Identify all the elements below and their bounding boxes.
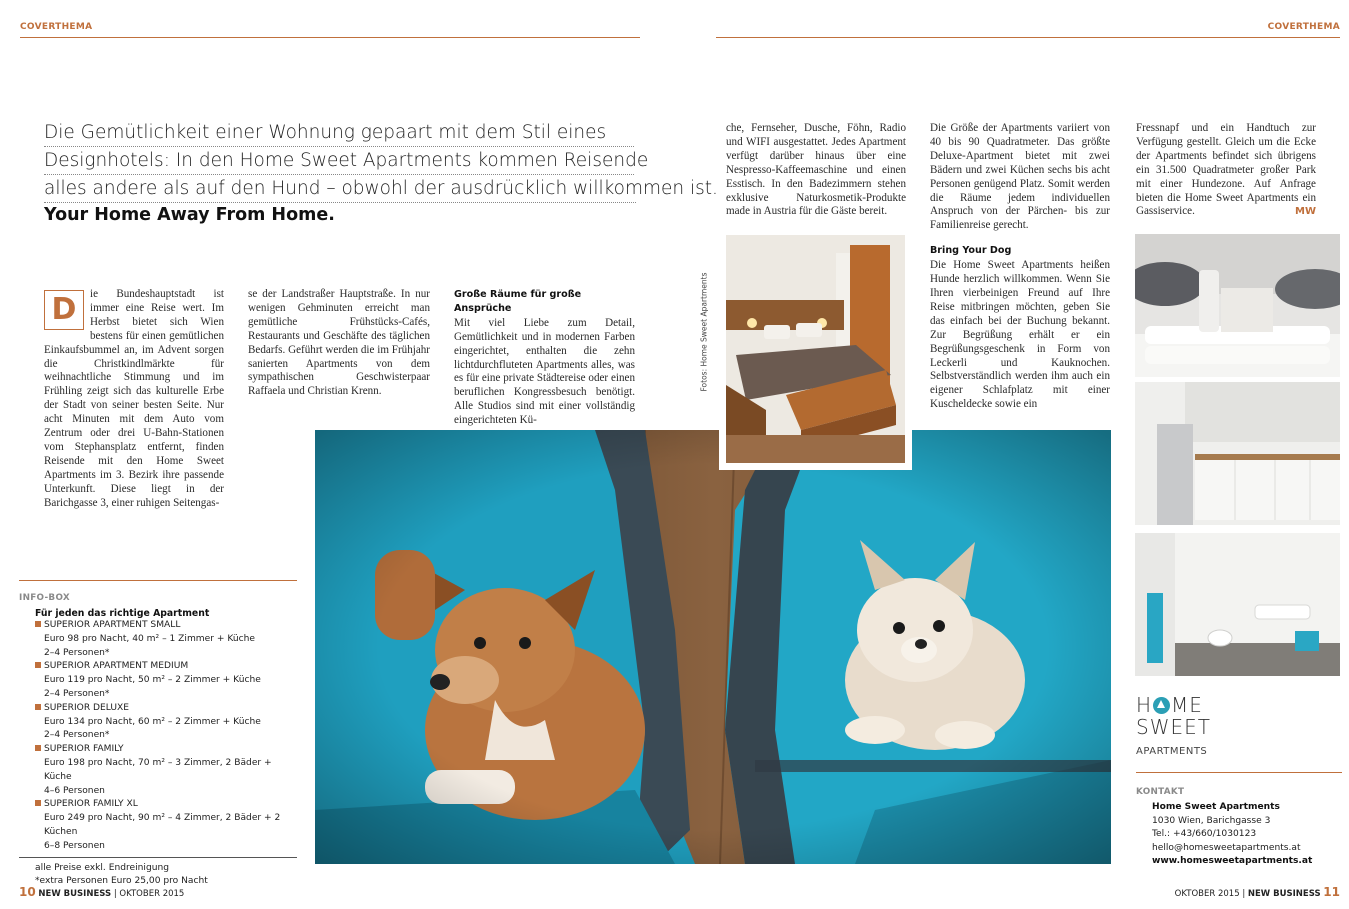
contact-website[interactable]: www.homesweetapartments.at: [1152, 856, 1313, 867]
info-box-heading: Für jeden das richtige Apartment: [35, 608, 210, 619]
lead-line-3: alles andere als auf den Hund – obwohl der ausdrücklich willkommen ist.: [44, 175, 636, 203]
footer-separator-right: |: [1242, 889, 1246, 899]
column-2-text: se der Landstraßer Hauptstraße. In nur wenigen Gehminuten erreicht man gemütliche Frühstücks-Cafés, Restaurants und Geschäfte des täglichen Bedarfs. Geführt werden die im Frühjahr sanierten Apartments von dem sympathischen Geschwisterpaar Raffaela und Christian Krenn.: [248, 288, 430, 398]
logo-line-3: APARTMENTS: [1136, 746, 1208, 757]
apartment-price: Euro 134 pro Nacht, 60 m² – 2 Zimmer + Küche: [44, 716, 261, 727]
article-column-2: [248, 288, 430, 399]
home-sweet-logo: [1136, 694, 1211, 757]
article-column-6: [1136, 122, 1316, 219]
info-box-note-2: *extra Personen Euro 25,00 pro Nacht: [35, 876, 208, 887]
logo-letters-me: ME: [1171, 693, 1203, 717]
info-box-bottom-rule: [19, 857, 297, 858]
column-3-heading: Große Räume für große Ansprüche: [454, 289, 582, 314]
apartment-item: [35, 798, 297, 853]
article-column-5: [930, 122, 1110, 412]
apartment-name: SUPERIOR DELUXE: [35, 702, 297, 716]
contact-title: KONTAKT: [1136, 787, 1185, 797]
contact-box: [1136, 772, 1342, 869]
kitchen-illustration: [1135, 382, 1340, 525]
apartment-persons: 2–4 Personen*: [44, 688, 110, 699]
issue-date-left: OKTOBER 2015: [119, 889, 185, 899]
contact-rule: [1136, 772, 1342, 773]
column-6-text: Fressnapf und ein Handtuch zur Verfügung gestellt. Gleich um die Ecke der Apartments befindet sich übrigens ein 31.500 Quadratmeter großer Park mit einer Hundezone. Auf Anfrage bieten die Home Sweet Apartments ein Gassiservice.: [1136, 122, 1316, 218]
magazine-name-right: NEW BUSINESS: [1247, 889, 1321, 899]
photo-credit: [696, 268, 712, 396]
author-signature: MW: [1295, 206, 1316, 218]
bathroom-photo: [1135, 533, 1340, 676]
apartment-price: Euro 198 pro Nacht, 70 m² – 3 Zimmer, 2 Bäder + Küche: [44, 757, 272, 782]
column-1-text: ie Bundeshauptstadt ist immer eine Reise wert. Im Herbst bietet sich Wien bestens für einen gemütlichen Einkaufsbummel an, im Advent sorgen die Christkindlmärkte für weihnachtliche Stimmung und im Frühling zeigt sich das kulturelle Erbe der Stadt von seiner besten Seite. Nur acht Minuten mit dem Auto vom Zentrum oder drei U-Bahn-Stationen vom Stephansplatz entfernt, finden Reisende mit den Home Sweet Apartments im 3. Bezirk ihre passende Unterkunft. Diese liegt in der Barichgasse 3, einer ruhigen Seitengas-: [44, 288, 224, 509]
info-box-rule: [19, 580, 297, 581]
page-number-left: 10: [19, 885, 36, 899]
apartment-name: SUPERIOR APARTMENT SMALL: [35, 619, 297, 633]
bedroom-photo: [719, 228, 912, 470]
page-number-right: 11: [1323, 885, 1340, 899]
towels-photo: [1135, 234, 1340, 377]
dropcap: D: [44, 290, 84, 330]
column-3-text: Mit viel Liebe zum Detail, Gemütlichkeit und in modernen Farben eingerichtet, enthalten die zehn lichtdurchfluteten Apartments alles, was es für eine private Städtereise oder einen beruflichen Kongressbesuch benötigt. Alle Studios sind mit einer vollständig eingerichteten Kü-: [454, 316, 635, 427]
apartment-price: Euro 98 pro Nacht, 40 m² – 1 Zimmer + Küche: [44, 633, 256, 644]
apartment-price: Euro 249 pro Nacht, 90 m² – 4 Zimmer, 2 Bäder + 2 Küchen: [44, 813, 281, 837]
apartment-persons: 4–6 Personen: [44, 785, 105, 796]
header-rule-left: [20, 37, 640, 38]
article-column-3: [454, 288, 635, 428]
footer-right: [1175, 885, 1340, 899]
issue-date-right: OKTOBER 2015: [1174, 889, 1240, 899]
contact-address: 1030 Wien, Barichgasse 3: [1152, 815, 1271, 826]
apartment-item: [35, 619, 297, 660]
info-box: [19, 580, 297, 889]
apartment-item: [35, 702, 297, 743]
magazine-name-left: NEW BUSINESS: [38, 889, 112, 899]
article-column-4: [726, 122, 906, 219]
logo-letter-h: H: [1136, 693, 1153, 717]
photo-credit-text: Fotos: Home Sweet Apartments: [699, 272, 709, 392]
apartment-name: SUPERIOR APARTMENT MEDIUM: [35, 660, 297, 674]
info-box-note-1: alle Preise exkl. Endreinigung: [35, 862, 170, 873]
article-column-1: [44, 288, 224, 511]
apartment-name: SUPERIOR FAMILY XL: [35, 798, 297, 812]
footer-left: [19, 885, 184, 899]
article-lead: [44, 119, 718, 203]
house-icon: [1153, 697, 1170, 714]
apartment-item: [35, 743, 297, 798]
column-5-text: Die Größe der Apartments variiert von 40 bis 90 Quadratmeter. Das größte Deluxe-Apartment bietet mit zwei Bädern und zwei Küchen sechs bis acht Personen genügend Platz. Somit werden die Räume jedem individuellen Anspruch von der Pärchen- bis zur Familienreise gerecht.: [930, 122, 1110, 232]
lead-line-1: Die Gemütlichkeit einer Wohnung gepaart mit dem Stil eines: [44, 119, 634, 147]
dogs-photo: [315, 430, 1111, 864]
apartment-price: Euro 119 pro Nacht, 50 m² – 2 Zimmer + Küche: [44, 675, 261, 686]
header-rule-right: [716, 37, 1340, 38]
bathroom-illustration: [1135, 533, 1340, 676]
contact-details: [1152, 801, 1342, 869]
apartment-item: [35, 660, 297, 701]
apartment-persons: 6–8 Personen: [44, 840, 105, 851]
apartment-persons: 2–4 Personen*: [44, 730, 110, 741]
section-label-right: COVERTHEMA: [1267, 22, 1340, 32]
apartment-persons: 2–4 Personen*: [44, 647, 110, 658]
column-5-heading: Bring Your Dog: [930, 245, 1012, 257]
column-5-text-2: Die Home Sweet Apartments heißen Hunde herzlich willkommen. Wenn Sie Ihren vierbeinigen Freund auf Ihre Reise mitbringen möchten, geben Sie das einfach bei der Buchung bekannt. Zur Begrüßung erhält er ein Begrüßungsgeschenk in Form von Leckerli und Kauknochen. Selbstverständlich werden ihm auch ein eigener Schlafplatz mit einer Kuscheldecke sowie ein: [930, 259, 1110, 411]
logo-line-1: [1136, 694, 1211, 716]
article-subtitle: Your Home Away From Home.: [44, 205, 335, 225]
towels-illustration: [1135, 234, 1340, 377]
contact-email[interactable]: hello@homesweetapartments.at: [1152, 842, 1301, 853]
lead-line-2: Designhotels: In den Home Sweet Apartments kommen Reisende: [44, 147, 634, 175]
contact-name: Home Sweet Apartments: [1152, 802, 1280, 812]
dogs-illustration: [315, 430, 1111, 864]
apartment-name: SUPERIOR FAMILY: [35, 743, 297, 757]
column-4-text: che, Fernseher, Dusche, Föhn, Radio und WIFI ausgestattet. Jedes Apartment verfügt darüber hinaus über eine Nespresso-Kaffeemaschine und einen Esstisch. In den Badezimmern stehen exklusive Naturkosmetik-Produkte made in Austria für die Gäste bereit.: [726, 122, 906, 218]
contact-phone[interactable]: Tel.: +43/660/1030123: [1152, 829, 1257, 840]
logo-line-2: SWEET: [1136, 715, 1211, 739]
info-box-title: INFO-BOX: [19, 593, 70, 603]
footer-separator-left: |: [113, 889, 117, 899]
bedroom-illustration: [726, 235, 905, 463]
section-label-left: COVERTHEMA: [20, 22, 93, 32]
kitchen-photo: [1135, 382, 1340, 525]
